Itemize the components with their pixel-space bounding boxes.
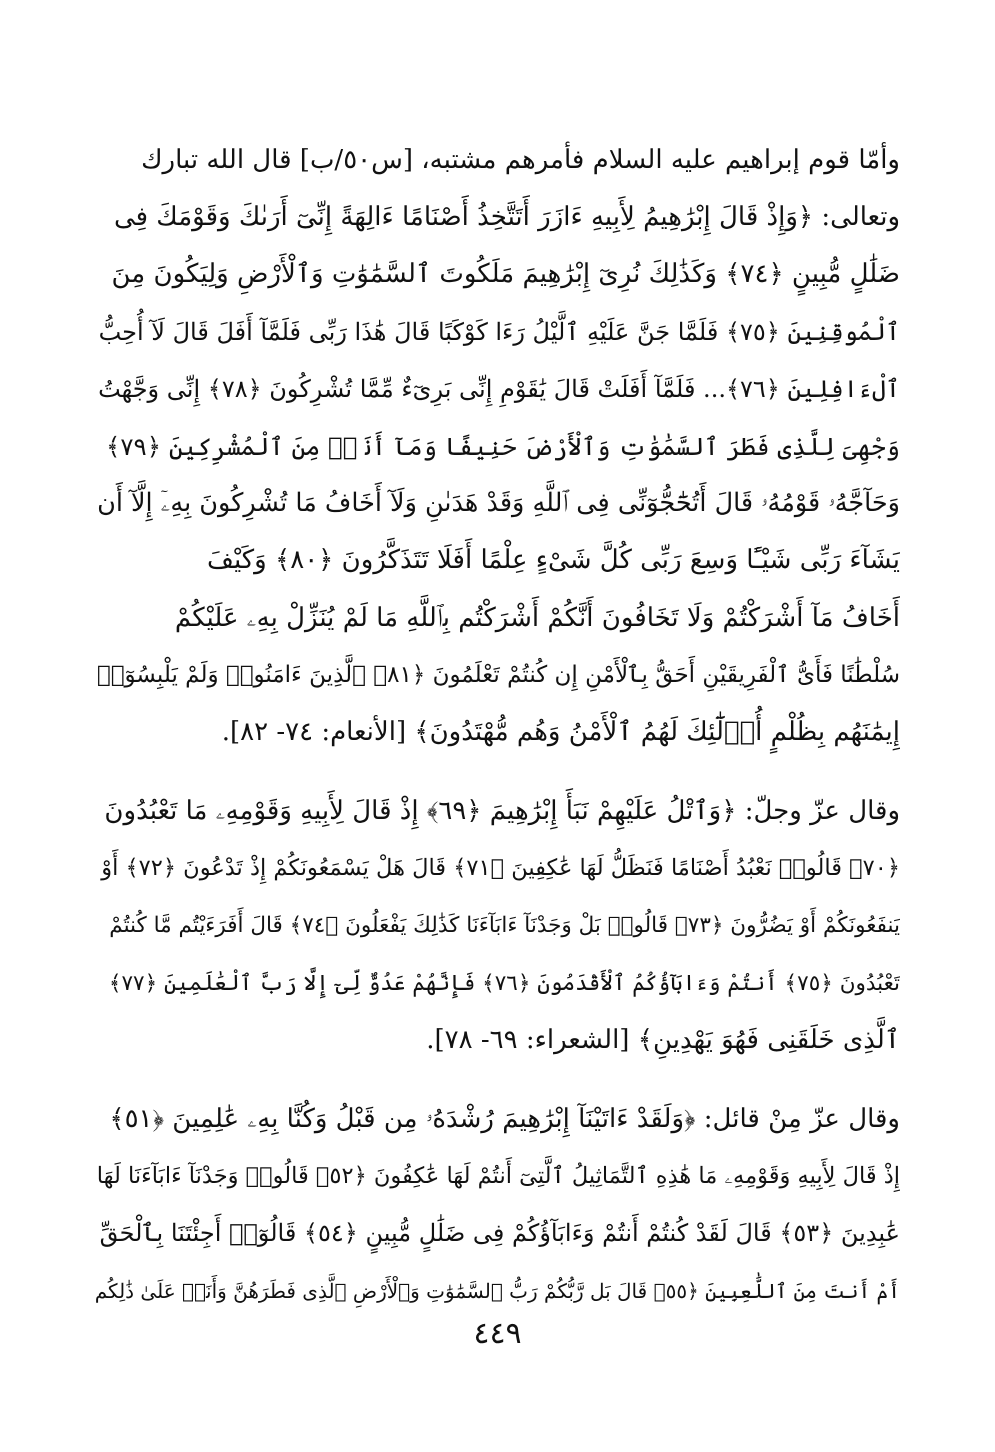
text-line: يَنفَعُونَكُمْ أَوْ يَضُرُّونَ ﴿٧٣﴾ قَالُوا۟ بَلْ وَجَدْنَآ ءَابَآءَنَا كَذَٰلِكَ يَفْعَلُونَ ﴿٧٤﴾ قَالَ أَفَرَءَيْتُم مَّا كُنتُمْ (109, 913, 900, 939)
text-line: ﴿٧٠﴾ قَالُوا۟ نَعْبُدُ أَصْنَامًا فَنَظَلُّ لَهَا عَٰكِفِينَ ﴿٧١﴾ قَالَ هَلْ يَسْمَعُونَكُمْ إِذْ تَدْعُونَ ﴿٧٢﴾ أَوْ (101, 855, 900, 882)
text-line: إِيمَٰنَهُم بِظُلْمٍ أُو۟لَٰٓئِكَ لَهُمُ ٱلْأَمْنُ وَهُم مُّهْتَدُونَ﴾ [الأنعام: ٧٤- ٨٢]. (221, 716, 900, 747)
text-line: وقال عزّ وجلّ: ﴿وَٱتْلُ عَلَيْهِمْ نَبَأَ إِبْرَٰهِيمَ ﴿٦٩﴾ إِذْ قَالَ لِأَبِيهِ وَقَوْمِهِۦ مَا تَعْبُدُونَ (104, 796, 900, 827)
text-line: ٱلَّذِى خَلَقَنِى فَهُوَ يَهْدِينِ﴾ [الشعراء: ٦٩- ٧٨]. (426, 1024, 900, 1055)
paragraph-anbiya (95, 1091, 900, 1320)
text-line: ضَلَٰلٍ مُّبِينٍ ﴿٧٤﴾ وَكَذَٰلِكَ نُرِىٓ إِبْرَٰهِيمَ مَلَكُوتَ ٱلسَّمَٰوَٰتِ وَٱلْأَرْضِ وَلِيَكُونَ مِنَ (111, 259, 900, 290)
text-line: أَخَافُ مَآ أَشْرَكْتُمْ وَلَا تَخَافُونَ أَنَّكُمْ أَشْرَكْتُم بِٱللَّهِ مَا لَمْ يُنَزِّلْ بِهِۦ عَلَيْكُمْ (174, 602, 900, 633)
paragraph-gap (95, 1069, 900, 1091)
paragraph-anam (95, 132, 900, 761)
page-number: ٤٤٩ (473, 1316, 522, 1351)
text-line: وتعالى: ﴿وَإِذْ قَالَ إِبْرَٰهِيمُ لِأَبِيهِ ءَازَرَ أَتَتَّخِذُ أَصْنَامًا ءَالِهَةً إِنِّىٓ أَرَىٰكَ وَقَوْمَكَ فِى (113, 202, 900, 233)
text-line: وَجْهِىَ لِلَّذِى فَطَرَ ٱلسَّمَٰوَٰتِ وَٱلْأَرْضَ حَنِيفًا وَمَآ أَنَا۠ مِنَ ٱلْمُشْرِكِينَ ﴿٧٩﴾ (106, 431, 900, 461)
text-line: أَمْ أَنتَ مِنَ ٱللَّٰعِبِينَ ﴿٥٥﴾ قَالَ بَل رَّبُّكُمْ رَبُّ ٱلسَّمَٰوَٰتِ وَٱلْأَرْضِ ٱلَّذِى فَطَرَهُنَّ وَأَنَا۠ عَلَىٰ ذَٰلِكُم (95, 1278, 900, 1303)
page-body (95, 132, 900, 1320)
text-line: ٱلْءَافِلِينَ ﴿٧٦﴾... فَلَمَّآ أَفَلَتْ قَالَ يَٰقَوْمِ إِنِّى بَرِىٓءٌ مِّمَّا تُشْرِكُونَ ﴿٧٨﴾ إِنِّى وَجَّهْتُ (98, 374, 900, 403)
text-line: يَشَآءَ رَبِّى شَيْـًٔا وَسِعَ رَبِّى كُلَّ شَىْءٍ عِلْمًا أَفَلَا تَتَذَكَّرُونَ ﴿٨٠﴾ وَكَيْفَ (207, 545, 900, 576)
text-line: وأمّا قوم إبراهيم عليه السلام فأمرهم مشتبه، [س٥٠/ب] قال الله تبارك (141, 145, 900, 175)
text-line: تَعْبُدُونَ ﴿٧٥﴾ أَنتُمْ وَءَابَآؤُكُمُ ٱلْأَقْدَمُونَ ﴿٧٦﴾ فَإِنَّهُمْ عَدُوٌّ لِّىٓ إِلَّا رَبَّ ٱلْعَٰلَمِينَ ﴿٧٧﴾ (108, 970, 900, 996)
paragraph-shuara (95, 783, 900, 1069)
text-line: وقال عزّ مِنْ قائل: ﴿وَلَقَدْ ءَاتَيْنَآ إِبْرَٰهِيمَ رُشْدَهُۥ مِن قَبْلُ وَكُنَّا بِهِۦ عَٰلِمِينَ ﴿٥١﴾ (109, 1104, 900, 1134)
paragraph-gap (95, 761, 900, 783)
text-line: إِذْ قَالَ لِأَبِيهِ وَقَوْمِهِۦ مَا هَٰذِهِ ٱلتَّمَاثِيلُ ٱلَّتِىٓ أَنتُمْ لَهَا عَٰكِفُونَ ﴿٥٢﴾ قَالُوا۟ وَجَدْنَآ ءَابَآءَنَا لَهَا (96, 1163, 900, 1190)
text-line: سُلْطَٰنًا فَأَىُّ ٱلْفَرِيقَيْنِ أَحَقُّ بِٱلْأَمْنِ إِن كُنتُمْ تَعْلَمُونَ ﴿٨١﴾ ٱلَّذِينَ ءَامَنُوا۟ وَلَمْ يَلْبِسُوٓا۟ (96, 661, 900, 688)
text-line: عَٰبِدِينَ ﴿٥٣﴾ قَالَ لَقَدْ كُنتُمْ أَنتُمْ وَءَابَآؤُكُمْ فِى ضَلَٰلٍ مُّبِينٍ ﴿٥٤﴾ قَالُوٓا۟ أَجِئْتَنَا بِٱلْحَقِّ (99, 1219, 900, 1248)
text-line: ٱلْمُوقِنِينَ ﴿٧٥﴾ فَلَمَّا جَنَّ عَلَيْهِ ٱلَّيْلُ رَءَا كَوْكَبًا قَالَ هَٰذَا رَبِّى فَلَمَّآ أَفَلَ قَالَ لَآ أُحِبُّ (98, 317, 900, 346)
text-line: وَحَآجَّهُۥ قَوْمُهُۥ قَالَ أَتُحَٰٓجُّوٓنِّى فِى ٱللَّهِ وَقَدْ هَدَىٰنِ وَلَآ أَخَافُ مَا تُشْرِكُونَ بِهِۦٓ إِلَّآ أَن (97, 488, 900, 519)
